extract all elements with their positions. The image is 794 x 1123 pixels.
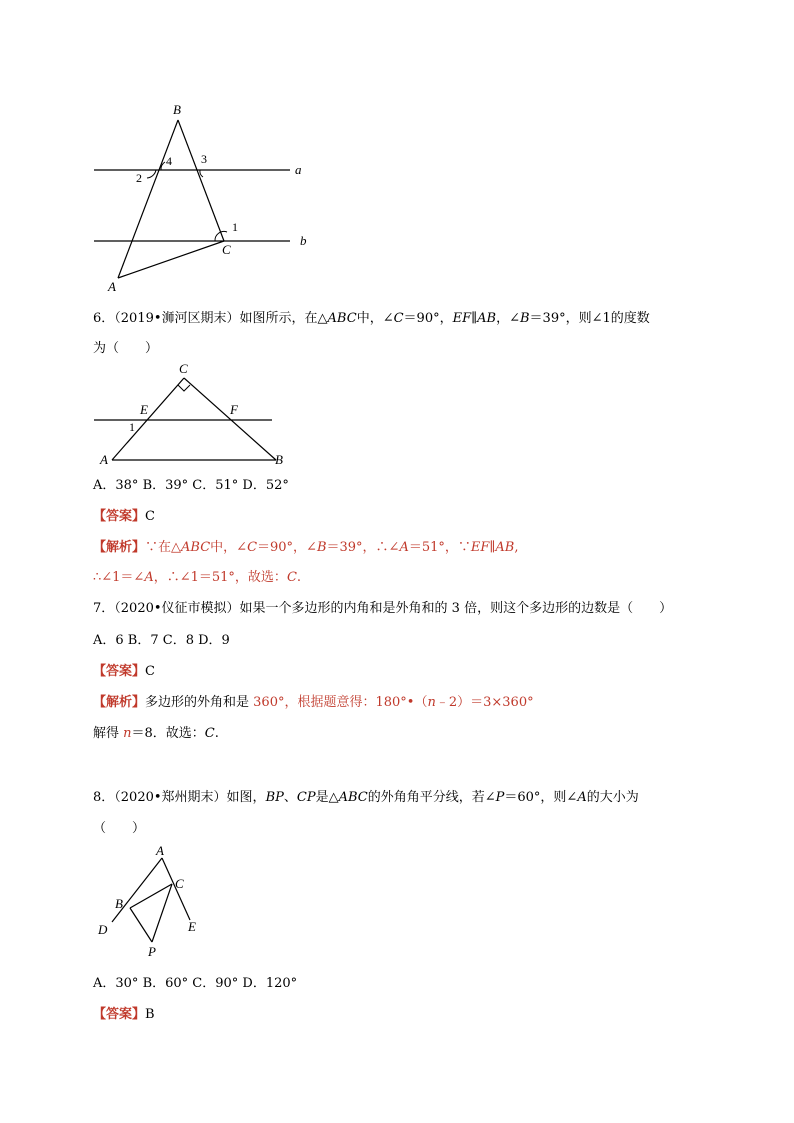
- q7-analysis-line2: [93, 725, 219, 743]
- segment-ab-extended: [112, 858, 162, 922]
- label-4: 4: [166, 154, 172, 168]
- q6-source: （2019•浉河区期末）: [114, 311, 240, 326]
- analysis-var: AB: [495, 540, 515, 555]
- answer-value: C: [145, 509, 155, 524]
- label-P: P: [148, 944, 156, 959]
- label-C: C: [222, 242, 231, 257]
- q6-text: 中，∠: [356, 311, 394, 326]
- right-angle-mark: [178, 385, 190, 391]
- q6-options: A．38° B．39° C．51° D．52°: [93, 478, 289, 493]
- q8-text: 、: [283, 790, 297, 805]
- q8-var: BP: [265, 790, 284, 805]
- analysis-var: EF: [470, 540, 490, 555]
- analysis-var: A: [399, 540, 409, 555]
- label-B: B: [173, 102, 181, 117]
- analysis-text: 多边形的外角和是: [145, 695, 250, 710]
- analysis-text: ＝51°，∵: [408, 540, 471, 555]
- analysis-tag: 【解析】: [93, 540, 146, 555]
- q8-var: CP: [296, 790, 316, 805]
- answer-tag: 【答案】: [93, 1007, 146, 1022]
- segment-ba: [118, 120, 178, 278]
- q6-answer: [93, 508, 155, 526]
- analysis-var: n: [427, 695, 436, 710]
- analysis-text: ∥: [489, 540, 496, 555]
- angle-arc-3: [200, 170, 203, 177]
- q8-var: A: [577, 790, 587, 805]
- q6-var: B: [519, 311, 530, 326]
- label-C: C: [175, 876, 184, 891]
- q7-analysis-line1: [93, 694, 534, 712]
- analysis-var: B: [316, 540, 327, 555]
- segment-cb: [184, 378, 276, 460]
- q6-text: 如图所示，在△: [239, 311, 328, 326]
- q6-analysis-line2: [93, 569, 301, 587]
- q8-text: ＝60°，则∠: [504, 790, 578, 805]
- q6-text: ，∠: [496, 311, 520, 326]
- q7-answer: [93, 663, 155, 681]
- label-E: E: [188, 919, 196, 934]
- segment-cp: [152, 884, 172, 942]
- segment-bc: [178, 120, 224, 241]
- analysis-text: .: [214, 726, 219, 741]
- analysis-text: ∵在△: [145, 540, 182, 555]
- label-C: C: [179, 361, 188, 376]
- analysis-text: ∴∠1＝∠: [93, 570, 145, 585]
- segment-bc: [130, 884, 172, 908]
- label-1: 1: [232, 220, 238, 234]
- answer-tag: 【答案】: [93, 664, 146, 679]
- figure-right-triangle: [92, 360, 292, 470]
- analysis-text: ＝90°，∠: [257, 540, 317, 555]
- label-A: A: [156, 846, 164, 858]
- analysis-text: ，∴∠1＝51°，故选：: [153, 570, 287, 585]
- label-2: 2: [136, 171, 142, 185]
- q6-text: ∥: [471, 311, 478, 326]
- analysis-var: ABC: [181, 540, 211, 555]
- q6-analysis-line1: [93, 539, 519, 557]
- figure-external-bisectors: [94, 846, 214, 966]
- analysis-text: ＝39°，∴∠: [326, 540, 400, 555]
- q6-text: ＝39°，则∠1的度数: [529, 311, 650, 326]
- label-1: 1: [129, 420, 135, 434]
- q6-var: ABC: [327, 311, 357, 326]
- q6-var: C: [393, 311, 404, 326]
- q8-source: （2020•郑州期末）: [114, 790, 227, 805]
- segment-ac: [112, 378, 184, 460]
- q8-text: 如图，: [226, 790, 266, 805]
- analysis-text: 360°，根据题意得：180°•（: [249, 695, 428, 710]
- q6-number: 6．: [93, 311, 115, 326]
- analysis-var: C: [247, 540, 258, 555]
- q8-line2: （ ）: [93, 821, 146, 836]
- label-3: 3: [201, 152, 207, 166]
- q7-source: （2020•仪征市模拟）: [114, 601, 240, 616]
- figure-parallel-lines-triangle: [90, 98, 320, 298]
- q7-options: A．6 B．7 C．8 D．9: [93, 633, 230, 648]
- analysis-var: C: [286, 570, 297, 585]
- label-b: b: [300, 233, 307, 248]
- q6-var: EF: [452, 311, 472, 326]
- label-B: B: [115, 896, 123, 911]
- q8-line1: [93, 789, 639, 807]
- q8-options: A．30° B．60° C．90° D．120°: [93, 976, 298, 991]
- analysis-text: 中，∠: [210, 540, 248, 555]
- label-B: B: [275, 452, 283, 467]
- label-D: D: [98, 922, 108, 937]
- q7-text: 如果一个多边形的内角和是外角和的 3 倍，则这个多边形的边数是（ ）: [239, 601, 673, 616]
- label-E: E: [140, 402, 148, 417]
- q8-text: 是△: [315, 790, 339, 805]
- analysis-text: ﹣2）＝3×360°: [435, 695, 534, 710]
- analysis-text: ＝8．故选：: [131, 726, 205, 741]
- answer-value: B: [145, 1007, 155, 1022]
- angle-arc-2: [147, 170, 156, 178]
- q8-var: ABC: [338, 790, 368, 805]
- label-A: A: [100, 452, 108, 467]
- q8-answer: [93, 1006, 155, 1024]
- label-A: A: [108, 279, 116, 294]
- q8-text: 的大小为: [586, 790, 639, 805]
- q6-text: ＝90°，: [403, 311, 453, 326]
- q8-var: P: [495, 790, 505, 805]
- q6-line2: 为（ ）: [93, 341, 159, 356]
- answer-value: C: [145, 664, 155, 679]
- q6-var: AB: [477, 311, 497, 326]
- segment-bp: [130, 908, 152, 942]
- q8-number: 8．: [93, 790, 115, 805]
- analysis-var: A: [144, 570, 154, 585]
- analysis-text: .: [296, 570, 302, 585]
- analysis-var: n: [123, 726, 132, 741]
- analysis-text: 解得: [93, 726, 124, 741]
- q7-number: 7．: [93, 601, 115, 616]
- answer-tag: 【答案】: [93, 509, 146, 524]
- analysis-var: C: [204, 726, 215, 741]
- analysis-text: ,: [514, 540, 519, 555]
- q8-text: 的外角角平分线，若∠: [367, 790, 496, 805]
- label-F: F: [230, 402, 238, 417]
- segment-ac: [118, 241, 224, 278]
- q7-line1: [93, 600, 672, 618]
- q6-line1: [93, 310, 650, 328]
- analysis-tag: 【解析】: [93, 695, 146, 710]
- label-a: a: [295, 162, 302, 177]
